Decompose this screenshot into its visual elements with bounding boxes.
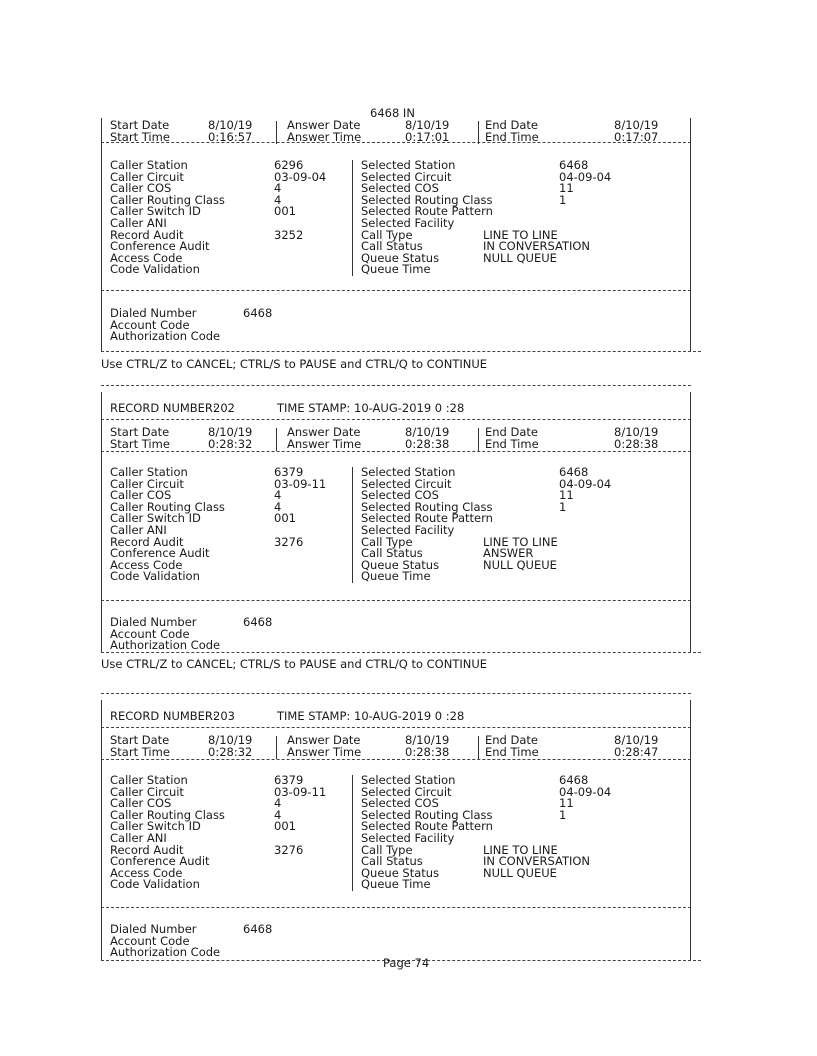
caller-switch-id-label: Caller Switch ID: [110, 204, 201, 219]
queue-status-value: NULL QUEUE: [483, 865, 557, 880]
record-audit-label: Record Audit: [110, 534, 184, 549]
call-status-value: IN CONVERSATION: [483, 854, 591, 869]
answer-time-value: 0:28:38: [405, 744, 450, 759]
queue-status-label: Queue Status: [361, 557, 440, 572]
caller-switch-id-value: 001: [274, 819, 296, 834]
left-border: [101, 700, 102, 960]
caller-station-label: Caller Station: [110, 158, 188, 172]
caller-cos-value: 4: [274, 488, 282, 503]
start-date-value: 8/10/19: [208, 425, 253, 439]
divider: [101, 907, 691, 908]
conference-audit-label: Conference Audit: [110, 854, 210, 869]
caller-circuit-value: 03-09-11: [274, 784, 327, 799]
start-time-label: Start Time: [110, 436, 170, 451]
page-number: Page 74: [383, 956, 430, 970]
end-time-value: 0:17:07: [614, 129, 659, 144]
dialed-number-value: 6468: [243, 306, 273, 320]
queue-time-label: Queue Time: [361, 262, 431, 277]
start-time-value: 0:28:32: [208, 744, 253, 759]
caller-ani-label: Caller ANI: [110, 831, 167, 845]
dialed-number-label: Dialed Number: [110, 615, 197, 629]
time-stamp-label: TIME STAMP:: [277, 401, 351, 415]
start-date-value: 8/10/19: [208, 118, 253, 132]
access-code-label: Access Code: [110, 865, 183, 880]
end-time-label: End Time: [485, 436, 539, 451]
queue-status-value: NULL QUEUE: [483, 250, 557, 265]
code-validation-label: Code Validation: [110, 262, 200, 277]
answer-time-label: Answer Time: [287, 129, 362, 144]
right-border: [690, 700, 691, 960]
selected-cos-value: 11: [559, 488, 574, 503]
answer-time-value: 0:17:01: [405, 129, 450, 144]
selected-facility-label: Selected Facility: [361, 523, 455, 537]
selected-circuit-label: Selected Circuit: [361, 784, 452, 799]
queue-time-label: Queue Time: [361, 569, 431, 584]
start-time-value: 0:16:57: [208, 129, 253, 144]
record-audit-value: 3276: [274, 534, 304, 549]
time-stamp-value: 10-AUG-2019 0 :28: [354, 709, 465, 723]
separator: [352, 775, 353, 891]
caller-circuit-label: Caller Circuit: [110, 784, 184, 799]
caller-routing-class-label: Caller Routing Class: [110, 807, 225, 822]
selected-routing-class-value: 1: [559, 499, 567, 514]
selected-cos-label: Selected COS: [361, 796, 439, 811]
selected-station-value: 6468: [559, 158, 589, 172]
selected-routing-class-value: 1: [559, 192, 567, 207]
dialed-number-label: Dialed Number: [110, 306, 197, 320]
answer-date-label: Answer Date: [287, 118, 361, 132]
answer-date-label: Answer Date: [287, 733, 361, 747]
conference-audit-label: Conference Audit: [110, 546, 210, 561]
selected-route-pattern-label: Selected Route Pattern: [361, 819, 493, 834]
selected-facility-label: Selected Facility: [361, 216, 455, 230]
caller-routing-class-value: 4: [274, 192, 282, 207]
record-audit-value: 3252: [274, 227, 304, 242]
end-time-label: End Time: [485, 744, 539, 759]
call-status-label: Call Status: [361, 854, 423, 869]
selected-circuit-value: 04-09-04: [559, 784, 612, 799]
selected-routing-class-label: Selected Routing Class: [361, 499, 493, 514]
authorization-code-label: Authorization Code: [110, 638, 221, 653]
authorization-code-label: Authorization Code: [110, 329, 221, 344]
divider: [101, 759, 691, 760]
selected-cos-value: 11: [559, 796, 574, 811]
record-number-value: 202: [213, 401, 235, 415]
time-stamp-value: 10-AUG-2019 0 :28: [354, 401, 465, 415]
caller-station-value: 6296: [274, 158, 304, 172]
caller-cos-label: Caller COS: [110, 796, 172, 811]
selected-cos-value: 11: [559, 181, 574, 196]
queue-status-value: NULL QUEUE: [483, 557, 557, 572]
start-date-label: Start Date: [110, 733, 170, 747]
caller-switch-id-label: Caller Switch ID: [110, 511, 201, 526]
start-time-label: Start Time: [110, 129, 170, 144]
caller-circuit-value: 03-09-11: [274, 476, 327, 491]
start-date-label: Start Date: [110, 425, 170, 439]
call-type-value: LINE TO LINE: [483, 534, 558, 549]
selected-facility-label: Selected Facility: [361, 831, 455, 845]
selected-circuit-value: 04-09-04: [559, 169, 612, 184]
selected-circuit-label: Selected Circuit: [361, 476, 452, 491]
start-time-value: 0:28:32: [208, 436, 253, 451]
time-stamp-label: TIME STAMP:: [277, 709, 351, 723]
call-type-value: LINE TO LINE: [483, 842, 558, 857]
caller-station-value: 6379: [274, 465, 304, 479]
caller-routing-class-value: 4: [274, 499, 282, 514]
end-date-label: End Date: [485, 118, 538, 132]
record-header-title: 6468 IN: [370, 106, 415, 120]
call-type-label: Call Type: [361, 842, 413, 857]
call-type-value: LINE TO LINE: [483, 227, 558, 242]
caller-switch-id-value: 001: [274, 511, 296, 526]
separator: [276, 736, 277, 759]
caller-circuit-label: Caller Circuit: [110, 169, 184, 184]
call-type-label: Call Type: [361, 227, 413, 242]
caller-routing-class-value: 4: [274, 807, 282, 822]
caller-cos-value: 4: [274, 181, 282, 196]
caller-cos-value: 4: [274, 796, 282, 811]
dialed-number-value: 6468: [243, 922, 273, 936]
code-validation-label: Code Validation: [110, 877, 200, 892]
queue-time-label: Queue Time: [361, 877, 431, 892]
record-number-label: RECORD NUMBER:: [110, 401, 217, 415]
call-status-label: Call Status: [361, 239, 423, 254]
record-audit-label: Record Audit: [110, 227, 184, 242]
call-status-value: IN CONVERSATION: [483, 239, 591, 254]
answer-date-value: 8/10/19: [405, 118, 450, 132]
caller-cos-label: Caller COS: [110, 488, 172, 503]
call-status-label: Call Status: [361, 546, 423, 561]
caller-ani-label: Caller ANI: [110, 216, 167, 230]
caller-cos-label: Caller COS: [110, 181, 172, 196]
caller-station-value: 6379: [274, 773, 304, 787]
selected-station-label: Selected Station: [361, 465, 456, 479]
selected-cos-label: Selected COS: [361, 488, 439, 503]
answer-date-value: 8/10/19: [405, 425, 450, 439]
selected-circuit-value: 04-09-04: [559, 476, 612, 491]
divider: [101, 727, 691, 728]
account-code-label: Account Code: [110, 933, 190, 948]
caller-circuit-label: Caller Circuit: [110, 476, 184, 491]
call-type-label: Call Type: [361, 534, 413, 549]
conference-audit-label: Conference Audit: [110, 239, 210, 254]
account-code-label: Account Code: [110, 626, 190, 641]
code-validation-label: Code Validation: [110, 569, 200, 584]
answer-time-value: 0:28:38: [405, 436, 450, 451]
queue-status-label: Queue Status: [361, 250, 440, 265]
selected-station-value: 6468: [559, 465, 589, 479]
selected-route-pattern-label: Selected Route Pattern: [361, 511, 493, 526]
end-date-value: 8/10/19: [614, 733, 659, 747]
record-number-value: 203: [213, 709, 235, 723]
selected-route-pattern-label: Selected Route Pattern: [361, 204, 493, 219]
dialed-number-value: 6468: [243, 615, 273, 629]
end-date-label: End Date: [485, 425, 538, 439]
selected-station-label: Selected Station: [361, 158, 456, 172]
selected-circuit-label: Selected Circuit: [361, 169, 452, 184]
answer-time-label: Answer Time: [287, 436, 362, 451]
answer-date-label: Answer Date: [287, 425, 361, 439]
account-code-label: Account Code: [110, 317, 190, 332]
end-date-value: 8/10/19: [614, 425, 659, 439]
authorization-code-label: Authorization Code: [110, 945, 221, 960]
selected-station-label: Selected Station: [361, 773, 456, 787]
end-date-label: End Date: [485, 733, 538, 747]
queue-status-label: Queue Status: [361, 865, 440, 880]
end-time-value: 0:28:38: [614, 436, 659, 451]
access-code-label: Access Code: [110, 250, 183, 265]
end-time-value: 0:28:47: [614, 744, 659, 759]
end-time-label: End Time: [485, 129, 539, 144]
caller-switch-id-value: 001: [274, 204, 296, 219]
record-number-label: RECORD NUMBER:: [110, 709, 217, 723]
selected-routing-class-label: Selected Routing Class: [361, 807, 493, 822]
caller-circuit-value: 03-09-04: [274, 169, 327, 184]
caller-routing-class-label: Caller Routing Class: [110, 192, 225, 207]
answer-time-label: Answer Time: [287, 744, 362, 759]
divider: [101, 693, 691, 694]
selected-routing-class-label: Selected Routing Class: [361, 192, 493, 207]
call-status-value: ANSWER: [483, 546, 534, 561]
pause-instruction: Use CTRL/Z to CANCEL; CTRL/S to PAUSE and CTRL/Q to CONTINUE: [101, 357, 488, 371]
separator: [478, 736, 479, 759]
start-date-value: 8/10/19: [208, 733, 253, 747]
caller-ani-label: Caller ANI: [110, 523, 167, 537]
record-audit-label: Record Audit: [110, 842, 184, 857]
selected-station-value: 6468: [559, 773, 589, 787]
selected-cos-label: Selected COS: [361, 181, 439, 196]
access-code-label: Access Code: [110, 557, 183, 572]
caller-station-label: Caller Station: [110, 465, 188, 479]
caller-station-label: Caller Station: [110, 773, 188, 787]
caller-switch-id-label: Caller Switch ID: [110, 819, 201, 834]
start-date-label: Start Date: [110, 118, 170, 132]
caller-routing-class-label: Caller Routing Class: [110, 499, 225, 514]
answer-date-value: 8/10/19: [405, 733, 450, 747]
selected-routing-class-value: 1: [559, 807, 567, 822]
record-audit-value: 3276: [274, 842, 304, 857]
dialed-number-label: Dialed Number: [110, 922, 197, 936]
pause-instruction: Use CTRL/Z to CANCEL; CTRL/S to PAUSE and CTRL/Q to CONTINUE: [101, 657, 488, 671]
start-time-label: Start Time: [110, 744, 170, 759]
end-date-value: 8/10/19: [614, 118, 659, 132]
